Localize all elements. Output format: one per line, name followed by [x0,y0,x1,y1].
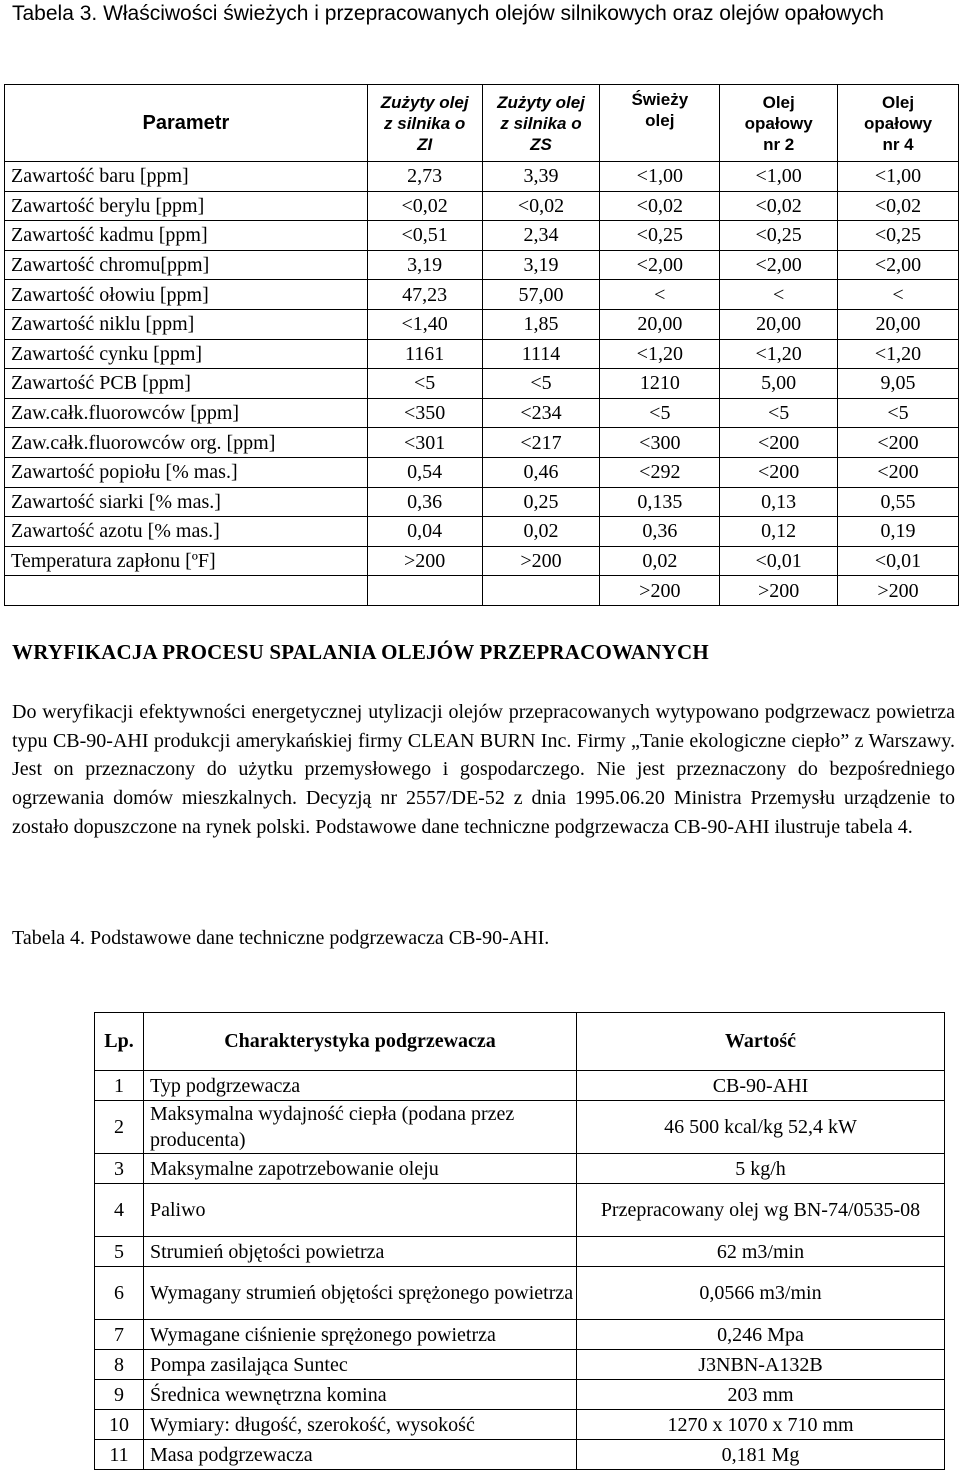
value-cell: <2,00 [838,250,959,280]
value-cell: 0,36 [600,517,720,547]
header-opalowy-2: Olej opałowy nr 2 [720,85,838,162]
param-name-cell: Zaw.całk.fluorowców [ppm] [5,398,368,428]
value-cell: <5 [367,369,482,399]
table-row [5,162,959,192]
lp-cell: 7 [95,1320,144,1350]
characteristic-cell: Paliwo [144,1184,577,1237]
value-cell: 0,04 [367,517,482,547]
characteristic-cell: Maksymalne zapotrzebowanie oleju [144,1154,577,1184]
value-cell: 57,00 [482,280,600,310]
param-name-cell: Zawartość azotu [% mas.] [5,517,368,547]
value-cell: <234 [482,398,600,428]
lp-cell: 6 [95,1267,144,1320]
value-cell: 9,05 [838,369,959,399]
value-cell: 2,34 [482,221,600,251]
param-name-cell: Zawartość ołowiu [ppm] [5,280,368,310]
value-cell: <0,02 [720,191,838,221]
value-cell: 0,13 [720,487,838,517]
value-cell: 3,19 [482,250,600,280]
table-row [95,1184,945,1237]
value-cell: 0,19 [838,517,959,547]
value-cell: <1,00 [838,162,959,192]
table-4 [94,1012,945,1470]
table-row [5,398,959,428]
value-cell: 0,246 Mpa [577,1320,945,1350]
table3-caption: Tabela 3. Właściwości świeżych i przepracowanych olejów silnikowych oraz olejów opałowych [12,2,884,25]
value-cell: >200 [482,546,600,576]
value-cell: 0,02 [600,546,720,576]
value-cell: < [838,280,959,310]
header-zuzyty-zi: Zużyty olej z silnika o ZI [367,85,482,162]
header-zuzyty-zs: Zużyty olej z silnika o ZS [482,85,600,162]
table-row [95,1237,945,1267]
table-row [95,1380,945,1410]
value-cell: <2,00 [720,250,838,280]
value-cell: 1161 [367,339,482,369]
table-row [5,428,959,458]
header-wartosc: Wartość [577,1013,945,1071]
value-cell: 1270 x 1070 x 710 mm [577,1410,945,1440]
value-cell: <350 [367,398,482,428]
value-cell: 20,00 [838,309,959,339]
table-row [5,339,959,369]
value-cell: >200 [600,576,720,606]
header-lp: Lp. [95,1013,144,1071]
value-cell: <0,01 [720,546,838,576]
param-name-cell: Zawartość niklu [ppm] [5,309,368,339]
lp-cell: 1 [95,1071,144,1101]
table3-header-row [5,85,959,162]
header-swiezy: Świeży olej [600,85,720,162]
value-cell: 3,19 [367,250,482,280]
lp-cell: 5 [95,1237,144,1267]
value-cell: <5 [720,398,838,428]
table-row [5,191,959,221]
value-cell: 0,181 Mg [577,1440,945,1470]
section-heading: WRYFIKACJA PROCESU SPALANIA OLEJÓW PRZEPRACOWANYCH [12,640,709,664]
value-cell: 0,25 [482,487,600,517]
header-charakterystyka: Charakterystyka podgrzewacza [144,1013,577,1071]
table-row [95,1410,945,1440]
value-cell: 62 m3/min [577,1237,945,1267]
param-name-cell: Zawartość PCB [ppm] [5,369,368,399]
value-cell: J3NBN-A132B [577,1350,945,1380]
value-cell: <0,25 [838,221,959,251]
table-row [5,309,959,339]
table-row [5,517,959,547]
value-cell: 1,85 [482,309,600,339]
value-cell: 2,73 [367,162,482,192]
value-cell: 20,00 [720,309,838,339]
value-cell: < [600,280,720,310]
characteristic-cell: Masa podgrzewacza [144,1440,577,1470]
lp-cell: 3 [95,1154,144,1184]
value-cell: <0,02 [600,191,720,221]
table4-header-row [95,1013,945,1071]
table-row [5,457,959,487]
param-name-cell: Zawartość chromu[ppm] [5,250,368,280]
table-row [5,369,959,399]
value-cell: <292 [600,457,720,487]
value-cell: <1,00 [720,162,838,192]
characteristic-cell: Pompa zasilająca Suntec [144,1350,577,1380]
value-cell: <1,20 [720,339,838,369]
lp-cell: 2 [95,1101,144,1154]
value-cell: <200 [838,428,959,458]
value-cell: 1210 [600,369,720,399]
value-cell: <200 [838,457,959,487]
value-cell: 20,00 [600,309,720,339]
param-name-cell: Zawartość cynku [ppm] [5,339,368,369]
value-cell: <1,40 [367,309,482,339]
table4-caption: Tabela 4. Podstawowe dane techniczne podgrzewacza CB-90-AHI. [12,927,550,949]
value-cell: <300 [600,428,720,458]
characteristic-cell: Typ podgrzewacza [144,1071,577,1101]
value-cell: 0,0566 m3/min [577,1267,945,1320]
value-cell: < [720,280,838,310]
header-parametr: Parametr [5,85,368,162]
table-row [95,1350,945,1380]
value-cell: 0,02 [482,517,600,547]
param-name-cell: Zaw.całk.fluorowców org. [ppm] [5,428,368,458]
value-cell: 0,12 [720,517,838,547]
value-cell: 0,36 [367,487,482,517]
value-cell: 47,23 [367,280,482,310]
value-cell: >200 [367,546,482,576]
lp-cell: 8 [95,1350,144,1380]
value-cell: <0,02 [482,191,600,221]
lp-cell: 11 [95,1440,144,1470]
value-cell: CB-90-AHI [577,1071,945,1101]
table-3 [4,84,959,606]
value-cell: <1,20 [838,339,959,369]
value-cell: 3,39 [482,162,600,192]
table-row [5,280,959,310]
value-cell: 46 500 kcal/kg 52,4 kW [577,1101,945,1154]
value-cell: <0,01 [838,546,959,576]
characteristic-cell: Maksymalna wydajność ciepła (podana przez producenta) [144,1101,577,1154]
value-cell: 203 mm [577,1380,945,1410]
value-cell: <0,25 [600,221,720,251]
table-row [95,1101,945,1154]
value-cell: <5 [600,398,720,428]
characteristic-cell: Wymiary: długość, szerokość, wysokość [144,1410,577,1440]
param-name-cell: Temperatura zapłonu [ºF] [5,546,368,576]
value-cell: <5 [838,398,959,428]
value-cell: <217 [482,428,600,458]
value-cell: <301 [367,428,482,458]
body-paragraph: Do weryfikacji efektywności energetycznej utylizacji olejów przepracowanych wytypowano podgrzewacz powietrza typu CB-90-AHI produkcji amerykańskiej firmy CLEAN BURN Inc. Firmy „Tanie ekologiczne ciepło” z Warszawy. Jest on przeznaczony do użytku przemysłowego i gospodarczego. Nie jest przeznaczony do bezpośredniego ogrzewania domów mieszkalnych. Decyzją nr 2557/DE-52 z dnia 1995.06.20 Ministra Przemysłu urządzenie to zostało dopuszczone na rynek polski. Podstawowe dane techniczne podgrzewacza CB-90-AHI ilustruje tabela 4. [12,701,955,838]
table-row [95,1267,945,1320]
value-cell: <0,02 [367,191,482,221]
value-cell [482,576,600,606]
value-cell: <1,20 [600,339,720,369]
table-row [5,576,959,606]
header-opalowy-4: Olej opałowy nr 4 [838,85,959,162]
value-cell: <5 [482,369,600,399]
param-name-cell: Zawartość baru [ppm] [5,162,368,192]
table-row [5,250,959,280]
lp-cell: 4 [95,1184,144,1237]
param-name-cell [5,576,368,606]
table-row [95,1320,945,1350]
value-cell: 5,00 [720,369,838,399]
lp-cell: 10 [95,1410,144,1440]
value-cell: >200 [838,576,959,606]
table-row [95,1154,945,1184]
table-row [5,221,959,251]
characteristic-cell: Strumień objętości powietrza [144,1237,577,1267]
value-cell: <200 [720,457,838,487]
value-cell: <1,00 [600,162,720,192]
value-cell: <0,25 [720,221,838,251]
value-cell: Przepracowany olej wg BN-74/0535-08 [577,1184,945,1237]
value-cell: 0,55 [838,487,959,517]
param-name-cell: Zawartość popiołu [% mas.] [5,457,368,487]
value-cell: 1114 [482,339,600,369]
table-row [5,487,959,517]
value-cell: 0,46 [482,457,600,487]
value-cell: <0,02 [838,191,959,221]
param-name-cell: Zawartość kadmu [ppm] [5,221,368,251]
value-cell: >200 [720,576,838,606]
characteristic-cell: Wymagane ciśnienie sprężonego powietrza [144,1320,577,1350]
lp-cell: 9 [95,1380,144,1410]
param-name-cell: Zawartość siarki [% mas.] [5,487,368,517]
value-cell: 0,135 [600,487,720,517]
table-row [5,546,959,576]
value-cell: 0,54 [367,457,482,487]
value-cell: 5 kg/h [577,1154,945,1184]
table-row [95,1071,945,1101]
value-cell: <0,51 [367,221,482,251]
value-cell [367,576,482,606]
table-row [95,1440,945,1470]
param-name-cell: Zawartość berylu [ppm] [5,191,368,221]
characteristic-cell: Średnica wewnętrzna komina [144,1380,577,1410]
value-cell: <200 [720,428,838,458]
value-cell: <2,00 [600,250,720,280]
characteristic-cell: Wymagany strumień objętości sprężonego powietrza [144,1267,577,1320]
